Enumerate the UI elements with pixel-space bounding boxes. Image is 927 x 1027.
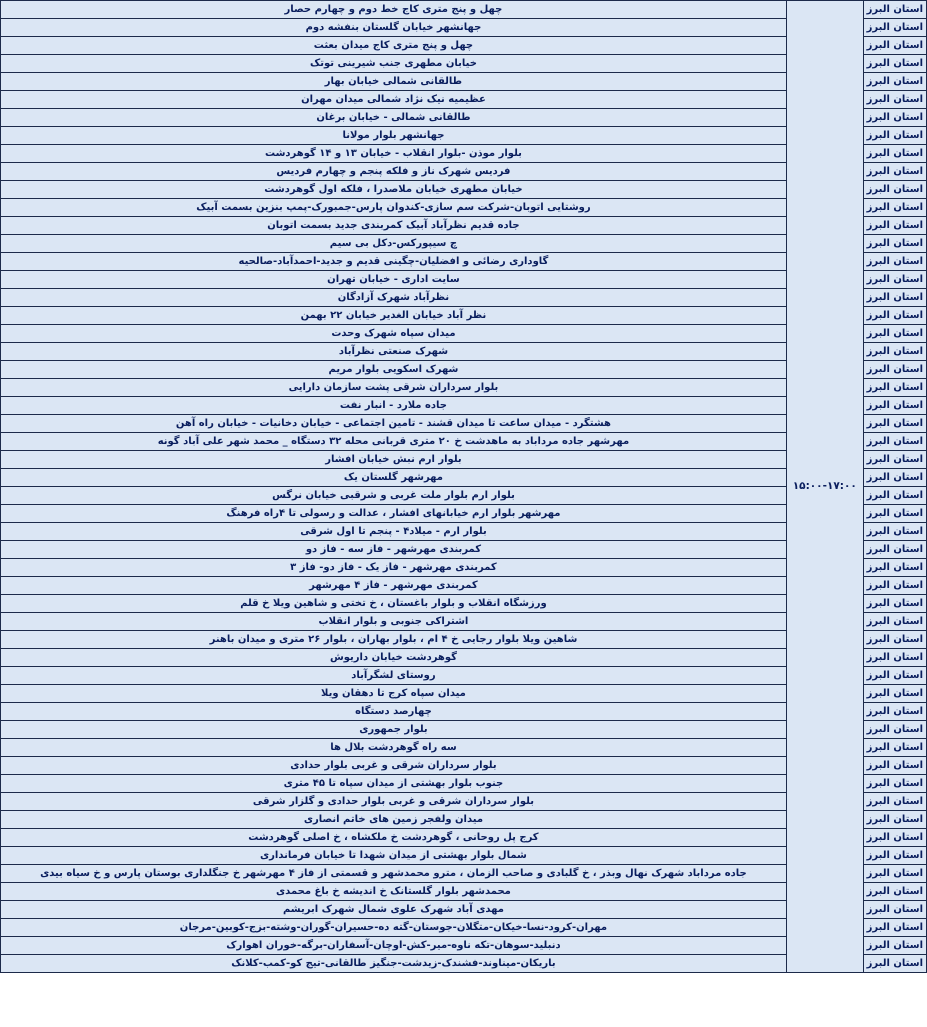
address-cell: مهرشهر بلوار ارم خیابانهای افشار ، عدالت و رسولی تا ۴راه فرهنگ bbox=[1, 505, 787, 523]
province-cell: استان البرز bbox=[863, 343, 926, 361]
address-cell: بلوار موذن -بلوار انقلاب - خیابان ۱۳ و ۱۴ گوهردشت bbox=[1, 145, 787, 163]
address-cell: بلوار ارم بلوار ملت غربی و شرقبی خیابان نرگس bbox=[1, 487, 787, 505]
province-cell: استان البرز bbox=[863, 739, 926, 757]
address-cell: جنوب بلوار بهشتی از میدان سپاه تا ۴۵ متری bbox=[1, 775, 787, 793]
province-cell: استان البرز bbox=[863, 451, 926, 469]
address-cell: چهل و پنج متری کاج میدان بعثت bbox=[1, 37, 787, 55]
address-cell: بلوار سرداران شرقی و غربی بلوار حدادی و گلزار شرقی bbox=[1, 793, 787, 811]
province-cell: استان البرز bbox=[863, 19, 926, 37]
address-cell: شاهین ویلا بلوار رجایی خ ۴ ام ، بلوار بهاران ، بلوار ۲۶ متری و میدان باهنر bbox=[1, 631, 787, 649]
province-cell: استان البرز bbox=[863, 109, 926, 127]
address-cell: شهرک اسکویی بلوار مریم bbox=[1, 361, 787, 379]
address-cell: بلوار ارم - میلاد۴ - پنجم تا اول شرقی bbox=[1, 523, 787, 541]
province-cell: استان البرز bbox=[863, 667, 926, 685]
province-cell: استان البرز bbox=[863, 325, 926, 343]
address-cell: بلوار جمهوری bbox=[1, 721, 787, 739]
province-cell: استان البرز bbox=[863, 631, 926, 649]
province-cell: استان البرز bbox=[863, 937, 926, 955]
address-cell: میدان سپاه کرج تا دهقان ویلا bbox=[1, 685, 787, 703]
address-cell: بلوار سرداران شرقی و غربی بلوار حدادی bbox=[1, 757, 787, 775]
address-cell: مهدی آباد شهرک علوی شمال شهرک ابریشم bbox=[1, 901, 787, 919]
province-cell: استان البرز bbox=[863, 181, 926, 199]
address-cell: طالقانی شمالی - خیابان برغان bbox=[1, 109, 787, 127]
province-cell: استان البرز bbox=[863, 595, 926, 613]
address-cell: جاده مرداباد شهرک نهال وبذر ، خ گلبادی و صاحب الزمان ، مترو محمدشهر و قسمتی از فاز ۴ مهرشهر خ جنگلداری بوستان پارس و خ سیاه بیدی bbox=[1, 865, 787, 883]
province-cell: استان البرز bbox=[863, 469, 926, 487]
address-cell: مهران-کرود-نسا-خیکان-متگلان-جوستان-گته ده-حسیران-گوران-وشته-بزج-کوبین-مرجان bbox=[1, 919, 787, 937]
table-row bbox=[1, 1, 927, 19]
province-cell: استان البرز bbox=[863, 253, 926, 271]
time-range-cell: ۱۵:۰۰-۱۷:۰۰ bbox=[786, 1, 863, 973]
province-cell: استان البرز bbox=[863, 847, 926, 865]
address-cell: چ سیپورکس-دکل بی سیم bbox=[1, 235, 787, 253]
address-cell: شهرک صنعتی نظرآباد bbox=[1, 343, 787, 361]
table-body bbox=[1, 1, 927, 973]
province-cell: استان البرز bbox=[863, 865, 926, 883]
province-cell: استان البرز bbox=[863, 397, 926, 415]
address-cell: گوهردشت خیابان داریوش bbox=[1, 649, 787, 667]
address-cell: جاده قدیم نظرآباد آبیک کمربندی جدید بسمت اتوبان bbox=[1, 217, 787, 235]
province-cell: استان البرز bbox=[863, 235, 926, 253]
address-cell: سایت اداری - خیابان تهران bbox=[1, 271, 787, 289]
address-cell: خیابان مطهری خیابان ملاصدرا ، فلکه اول گوهردشت bbox=[1, 181, 787, 199]
province-cell: استان البرز bbox=[863, 217, 926, 235]
province-cell: استان البرز bbox=[863, 1, 926, 19]
province-cell: استان البرز bbox=[863, 721, 926, 739]
province-cell: استان البرز bbox=[863, 649, 926, 667]
address-cell: روستای لشگرآباد bbox=[1, 667, 787, 685]
province-cell: استان البرز bbox=[863, 73, 926, 91]
province-cell: استان البرز bbox=[863, 523, 926, 541]
address-cell: عظیمیه نیک نژاد شمالی میدان مهران bbox=[1, 91, 787, 109]
province-cell: استان البرز bbox=[863, 91, 926, 109]
province-cell: استان البرز bbox=[863, 163, 926, 181]
address-cell: ورزشگاه انقلاب و بلوار باغستان ، خ تختی و شاهین ویلا خ قلم bbox=[1, 595, 787, 613]
province-cell: استان البرز bbox=[863, 829, 926, 847]
address-cell: نظرآباد شهرک آزادگان bbox=[1, 289, 787, 307]
address-cell: نظر آباد خیابان الغدیر خیابان ۲۲ بهمن bbox=[1, 307, 787, 325]
province-cell: استان البرز bbox=[863, 793, 926, 811]
province-cell: استان البرز bbox=[863, 379, 926, 397]
address-cell: کرج پل روحانی ، گوهردشت خ ملکشاه ، خ اصلی گوهردشت bbox=[1, 829, 787, 847]
address-cell: بلوار ارم نبش خیابان افشار bbox=[1, 451, 787, 469]
address-cell: خیابان مطهری جنب شیرینی توتک bbox=[1, 55, 787, 73]
province-cell: استان البرز bbox=[863, 127, 926, 145]
province-cell: استان البرز bbox=[863, 433, 926, 451]
address-cell: مهرشهر جاده مرداباد به ماهدشت خ ۲۰ متری قربانی محله ۳۲ دستگاه _ محمد شهر علی آباد گونه bbox=[1, 433, 787, 451]
address-cell: فردیس شهرک ناز و فلکه پنجم و چهارم فردیس bbox=[1, 163, 787, 181]
address-cell: مهرشهر گلستان یک bbox=[1, 469, 787, 487]
address-cell: چهل و پنج متری کاج خط دوم و چهارم حصار bbox=[1, 1, 787, 19]
address-cell: چهارصد دستگاه bbox=[1, 703, 787, 721]
address-cell: کمربندی مهرشهر - فاز سه - فاز دو bbox=[1, 541, 787, 559]
province-cell: استان البرز bbox=[863, 271, 926, 289]
address-cell: شمال بلوار بهشتی از میدان شهدا تا خیابان فرمانداری bbox=[1, 847, 787, 865]
address-cell: اشتراکی جنوبی و بلوار انقلاب bbox=[1, 613, 787, 631]
province-cell: استان البرز bbox=[863, 307, 926, 325]
address-cell: جاده ملارد - انبار نفت bbox=[1, 397, 787, 415]
province-cell: استان البرز bbox=[863, 361, 926, 379]
province-cell: استان البرز bbox=[863, 577, 926, 595]
province-cell: استان البرز bbox=[863, 883, 926, 901]
province-cell: استان البرز bbox=[863, 487, 926, 505]
address-cell: روشتایی اتوبان-شرکت سم سازی-کندوان پارس-جمبورک-پمپ بنزین بسمت آبیک bbox=[1, 199, 787, 217]
province-cell: استان البرز bbox=[863, 289, 926, 307]
address-cell: هشتگرد - میدان ساعت تا میدان قشند - تامین اجتماعی - خیابان دخانیات - خیابان راه آهن bbox=[1, 415, 787, 433]
province-cell: استان البرز bbox=[863, 919, 926, 937]
province-cell: استان البرز bbox=[863, 55, 926, 73]
address-cell: بلوار سرداران شرقی پشت سازمان دارایی bbox=[1, 379, 787, 397]
address-cell: گاوداری رضائی و افضلیان-چگینی قدیم و جدید-احمدآباد-صالحیه bbox=[1, 253, 787, 271]
province-cell: استان البرز bbox=[863, 145, 926, 163]
address-cell: جهانشهر بلوار مولانا bbox=[1, 127, 787, 145]
province-cell: استان البرز bbox=[863, 415, 926, 433]
province-cell: استان البرز bbox=[863, 775, 926, 793]
address-cell: کمربندی مهرشهر - فاز ۴ مهرشهر bbox=[1, 577, 787, 595]
province-cell: استان البرز bbox=[863, 901, 926, 919]
province-cell: استان البرز bbox=[863, 757, 926, 775]
address-cell: محمدشهر بلوار گلستانک خ اندیشه خ باغ محمدی bbox=[1, 883, 787, 901]
province-cell: استان البرز bbox=[863, 505, 926, 523]
province-cell: استان البرز bbox=[863, 955, 926, 973]
province-cell: استان البرز bbox=[863, 613, 926, 631]
province-cell: استان البرز bbox=[863, 685, 926, 703]
province-cell: استان البرز bbox=[863, 37, 926, 55]
province-cell: استان البرز bbox=[863, 703, 926, 721]
address-cell: میدان سپاه شهرک وحدت bbox=[1, 325, 787, 343]
province-cell: استان البرز bbox=[863, 559, 926, 577]
address-cell: میدان ولفجر زمین های خاتم انصاری bbox=[1, 811, 787, 829]
address-cell: طالقانی شمالی خیابان بهار bbox=[1, 73, 787, 91]
address-cell: کمربندی مهرشهر - فاز یک - فاز دو- فاز ۳ bbox=[1, 559, 787, 577]
address-cell: دنبلید-سوهان-تکه ناوه-میر-کش-اوچان-آسفاران-برگه-خوران اهوارک bbox=[1, 937, 787, 955]
address-cell: باریکان-میناوند-فشندک-زیدشت-جنگیز طالقانی-تیج کو-کمب-کلانک bbox=[1, 955, 787, 973]
province-cell: استان البرز bbox=[863, 811, 926, 829]
address-cell: جهانشهر خیابان گلستان بنفشه دوم bbox=[1, 19, 787, 37]
province-cell: استان البرز bbox=[863, 199, 926, 217]
address-cell: سه راه گوهردشت بلال ها bbox=[1, 739, 787, 757]
province-cell: استان البرز bbox=[863, 541, 926, 559]
